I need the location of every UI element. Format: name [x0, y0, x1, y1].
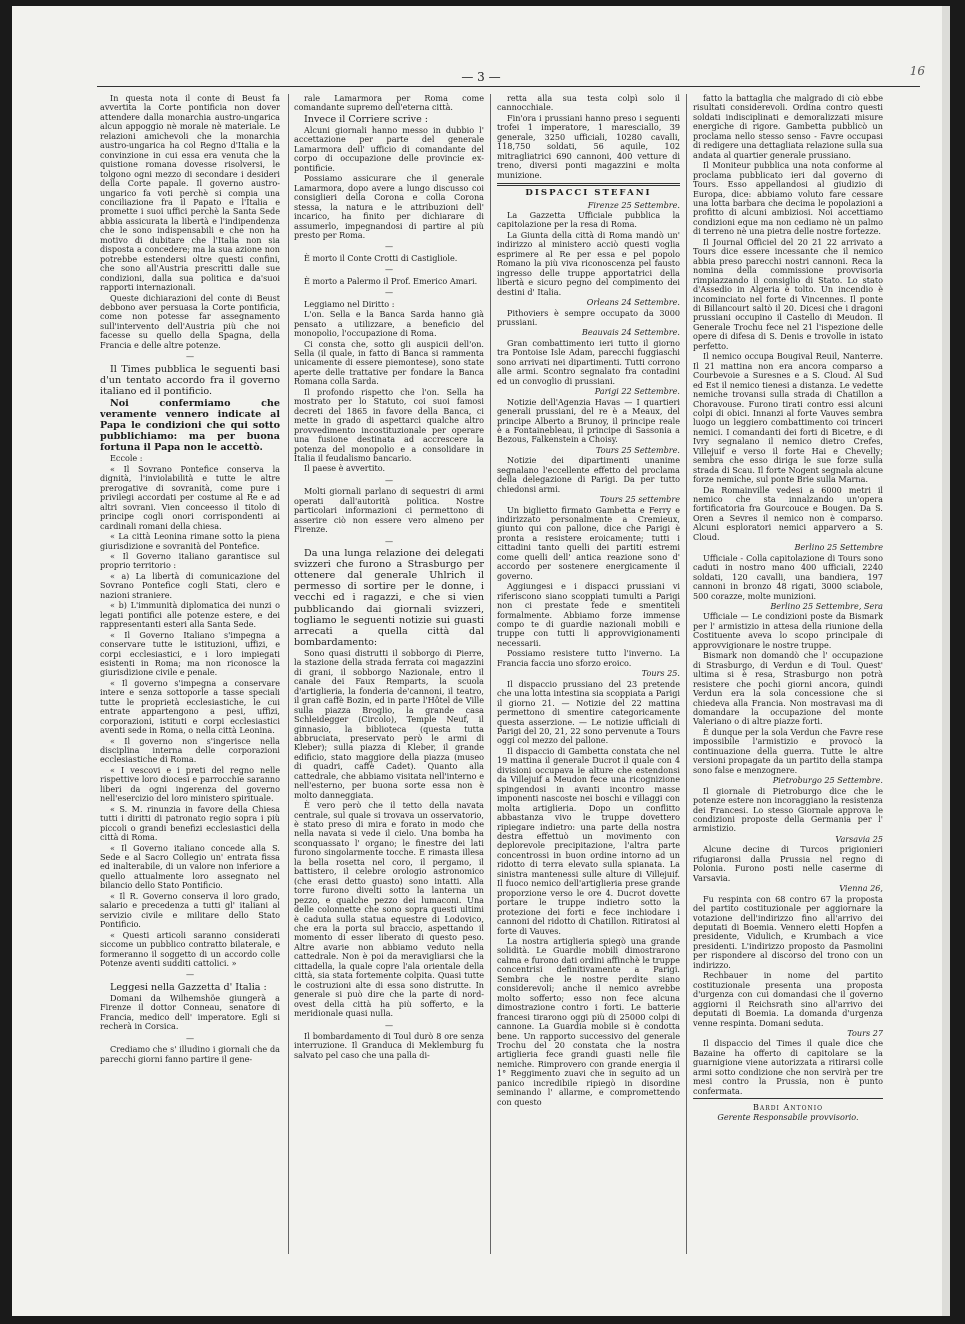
- column-3: [497, 94, 680, 1254]
- paragraph: Pithoviers è sempre occupato da 3000 prussiani.: [497, 307, 680, 327]
- page-number: — 3 —: [461, 70, 501, 84]
- paragraph: In questa nota il conte di Beust fa avvertita la Corte pontificia non dover attendere dalla monarchia austro-ungarica alcun appoggio nè morale nè materiale. Le relazioni amichevoli che la monarchia austro-ungarica ha col Regno d'Italia e la convinzione in cui essa era venuta che la quistione romana dovesse risolversi, le tolgono ogni mezzo di secondare i desideri della Corte papale. Il governo austro-ungarico fa voti perchè si compia una conciliazione fra il Papato e l'Italia e promette i suoi uffici perchè la Santa Sede abbia assicurata la libertà e l'indipendenza che le sono indispensabili e che non ha motivo di dubitare che l'Italia non sia disposta a concedere; ma la sua azione non potrebbe estendersi oltre questi confini, che sono all'Austria prescritti dalle sue condizioni, dalla sua politica e da'suoi rapporti internazionali.: [100, 94, 280, 293]
- separator: —: [384, 287, 394, 298]
- paragraph: « a) La libertà di comunicazione del Sovrano Pontefice cogli Stati, clero e nazioni straniere.: [100, 570, 280, 600]
- paragraph: « Il Sovrano Pontefice conserva la dignità, l'inviolabilità e tutte le altre prerogative di sovranità, come pure i privilegi accordati per costume al Re e ad altri sovrani. Vien conceesso il titolo di principe cogli onori corrispondenti ai cardinali romani della chiesa.: [100, 463, 280, 531]
- paragraph: Gran combattimento ieri tutto il giorno tra Pontoise Isle Adam, parecchi fuggiaschi sono arrivati nei dipartimenti. Tutti corrono alle armi. Scontro segnalato fra contadini ed un convoglio di prussiani.: [497, 337, 680, 386]
- paragraph: Il paese è avvertito.: [304, 463, 386, 474]
- dateline: Tours 25.: [641, 668, 680, 679]
- separator: —: [185, 1032, 195, 1043]
- dateline: Tours 25 Settembre.: [595, 444, 680, 455]
- archive-folio-mark: 16: [909, 64, 925, 78]
- separator: —: [384, 474, 394, 485]
- paragraph: Un biglietto firmato Gambetta e Ferry e indirizzato personalmente a Cremieux, giunto qui con pallone, dice che Parigi è pronta a resistere eroicamente; tutti i cittadini tanto quelli dei partiti estremi come quelli dell' antica reazione sono d' accordo per sostenere energicamente il governo.: [497, 504, 680, 581]
- column-1: [100, 94, 280, 1254]
- dateline: Tours 25 settembre: [599, 494, 680, 505]
- paragraph: Il dispaccio prussiano del 23 pretende che una lotta intestina sia scoppiata a Parigi il giorno 21. — Notizie del 22 mattina permettono di smentire categoricamente questa asserzione. — Le notizie ufficiali di Parigi del 20, 21, 22 sono pervenute a Tours oggi col mezzo del pallone.: [497, 678, 680, 746]
- paragraph: rale Lamarmora per Roma come comandante supremo dell'eterna città.: [294, 94, 484, 113]
- newspaper-page: [12, 6, 950, 1316]
- separator: —: [185, 969, 195, 980]
- paragraph: « S. M. rinunzia in favore della Chiesa tutti i diritti di patronato regio sopra i più piccoli o grandi benefizi ecclesiastici della città di Roma.: [100, 803, 280, 843]
- paragraph: È vero però che il tetto della navata centrale, sul quale si trovava un osservatorio, è stato preso di mira e forato in modo che nella navata si vede il cielo. Una bomba ha sconquassato l' organo; le finestre dei lati furono singolarmente tocche. È rimasta illesa la bella rosetta nel coro, il pergamo, il battistero, il celebre orologio astronomico (che erasi detto guasto) sono intatti. Alla torre furono divelti sotto la lanterna un pezzo, e qualche pezzo dei lumaconi. Una delle colonnette che sono sopra questi ultimi è caduta sulla statua equestre di Lodovico, che era la porta sul braccio, aspettando il momento di esser liberato di questo peso. Altre avarie non abbiamo veduto nella cattedrale. Non è poi da meravigliarsi che la cittadella, la quale copre l'ala orientale della città, sia stata fortemente colpita. Quasi tutte le costruzioni alte di essa sono distrutte. In generale si può dire che la parte di nord-ovest della città ha più sofferto, e la meridionale quasi nulla.: [294, 800, 484, 1019]
- dateline: Varsavia 25: [835, 833, 883, 844]
- paragraph: La nostra artiglieria spiegò una grande solidità. Le Guardie mobili dimostrarono calma e furono dati ordini affinchè le truppe concentrisi definitivamente a Parigi. Sembra che le nostre perdite siano considerevoli; anche il nemico avrebbe molto sofferto; esso non fece alcuna dimostrazione contro i forti. Le batterie francesi tirarono oggi più di 25000 colpi di cannone. La Guardia mobile si è condotta bene. Un rapporto successivo del generale Trochu del 20 constata che la nostra artiglieria fece grandi guasti nelle file nemiche. Rimprovero con grande energia il 1° Reggimento zuavi che in seguito ad un panico incredibile ripiegò in disordine seminando l' allarme, e compromettendo con questo: [497, 935, 680, 1107]
- paragraph: Il dispaccio del Times il quale dice che Bazaine ha offerto di capitolare se la guarnigione viene autorizzata a ritirarsi colle armi sotto condizione che non servirà per tre mesi contro la Prussia, non è punto confermata.: [693, 1038, 883, 1096]
- dateline: Firenze 25 Settembre.: [587, 199, 680, 210]
- dateline: Berlino 25 Settembre, Sera: [770, 601, 883, 612]
- paragraph: « Il governo non s'ingerisce nella disciplina interna delle corporazioni ecclesiastiche di Roma.: [100, 735, 280, 765]
- paragraph: Notizie dei dipartimenti unanime segnalano l'eccellente effetto del proclama della delegazione di Parigi. Da per tutto chiedonsi armi.: [497, 455, 680, 494]
- paragraph: Molti giornali parlano di sequestri di armi operati dall'autorità politica. Nostre particolari informazioni ci permettono di asserire ciò non essere vero almeno per Firenze.: [294, 486, 484, 535]
- paragraph: L'on. Sella e la Banca Sarda hanno già pensato a utilizzare, a beneficio del monopolio, l'occupazione di Roma.: [294, 309, 484, 339]
- paragraph: Il dispaccio di Gambetta constata che nel 19 mattina il generale Ducrot il quale con 4 divisioni occupava le alture che estendonsi da Villejuif a Meudon fece una ricognizione spingendosi in avanti incontro masse imponenti nascoste nei boschi e villaggi con molta artiglieria. Dopo un conflitto abbastanza vivo le truppe dovettero ripiegare indietro: una parte della nostra destra effettuò un movimento con deplorevole precipitazione, l'altra parte concentrossi in buon ordine intorno ad un ridotto di terra elevato sulla spianata. La sinistra mantenessi sulle alture di Villejuif. Il fuoco nemico dell'artiglieria prese grande proporzione verso le ore 4. Ducrot dovette portare le truppe indietro sotto la protezione dei forti e fece inchiodare i cannoni del ridotto di Chatillon. Ritiratosi al forte di Vauves.: [497, 745, 680, 936]
- paragraph: « Questi articoli saranno considerati siccome un pubblico contratto bilaterale, e formeranno il soggetto di un accordo colle Potenze aventi sudditi cattolici. »: [100, 929, 280, 968]
- paragraph: Fin'ora i prussiani hanno preso i seguenti trofei 1 imperatore, 1 maresciallo, 39 generale, 3250 ufficiali, 10280 cavalli, 118,750 soldati, 56 aquile, 102 mitragliatrici 690 cannoni, 400 vetture di treno, diversi ponti magazzini e molta munizione.: [497, 112, 680, 180]
- paragraph: Ufficiale - Colla capitolazione di Tours sono caduti in nostro mano 400 ufficiali, 2240 soldati, 120 cavalli, una bandiera, 197 cannoni in bronzo 48 rigati, 3000 sciabole, 500 corazze, molte munizioni.: [693, 552, 883, 601]
- paragraph-strasburgo: Da una lunga relazione dei delegati svizzeri che furono a Strasburgo per ottenere dal generale Uhlrich il permesso di sortire per le donne, i vecchi ed i ragazzi, e che si vien pubblicando dai giornali svizzeri, togliamo le seguenti notizie sui guasti arrecati a quella città dal bombardamento:: [294, 548, 484, 648]
- paragraph: La Giunta della città di Roma mandò un' indirizzo al ministero acciò questi voglia esprimere al Re per essa e pel popolo Romano la più viva riconoscenza pel fausto ingresso delle truppe apportatrici della libertà e sicuro pegno del compimento dei destini d' Italia.: [497, 229, 680, 297]
- paragraph: Il Journal Officiel del 20 21 22 arrivato a Tours dice essere incessante che il nemico abbia preso parecchi nostri cannoni. Reca la nomina della commissione provvisoria rimpiazzando il consiglio di Stato. Lo stato d'Assedio in Algeria è tolto. Un incendio è incominciato nel forte di Vincennes. Il ponte di Billancourt saltò il 20. Dicesi che i dragoni prussiani occupino il Castello di Meudon. Il Generale Trochu fece nel 21 l'ispezione delle opere di difesa di S. Denis e trovolle in istato perfetto.: [693, 236, 883, 351]
- paragraph: « Il governo s'impegna a conservare intere e senza sottoporle a tasse speciali tutte le proprietà ecclesiastiche, le cui entrate appartengono a pesi, uffizi, corporazioni, istituti e corpi ecclesiastici aventi sede in Roma, o nella città Leonina.: [100, 677, 280, 736]
- paragraph: Crediamo che s' illudino i giornali che da parecchi giorni fanno partire il gene-: [100, 1044, 280, 1064]
- section-heading: Leggesi nella Gazzetta d' Italia :: [110, 981, 267, 993]
- section-rule: [497, 183, 680, 186]
- paragraph: « Il Governo italiano garantisce sul proprio territorio :: [100, 550, 280, 571]
- paragraph: Ufficiale — Le condizioni poste da Bismark per l' armistizio in attesa della riunione della Costituente aveva lo scopo principale di approvvigionare le nostre truppe.: [693, 611, 883, 650]
- paragraph: La Gazzetta Ufficiale pubblica la capitolazione per la resa di Roma.: [497, 209, 680, 230]
- paragraph: Possiamo resistere tutto l'inverno. La Francia faccia uno sforzo eroico.: [497, 648, 680, 668]
- paragraph: Ci consta che, sotto gli auspicii dell'on. Sella (il quale, in fatto di Banca si rammenta unicamente di essere piemontese), sono state aperte delle trattative per fondare la Banca Romana colla Sarda.: [294, 338, 484, 387]
- paragraph: Da Romainville vedesi a 6000 metri il nemico che sta innalzando un'opera fortificatoria fra Gourcouce e Bougen. Da S. Oren a Sevres il nemico non è comparso. Alcuni esploratori nemici apparvero a S. Cloud.: [693, 484, 883, 542]
- paragraph: Il nemico occupa Bougival Reuil, Nanterre. Il 21 mattina non era ancora comparso a Courbevoie a Suresnes e a S. Cloud. Al Sud ed Est il nemico tienesi a distanza. Le vedette nemiche trovansi sulla strada di Chatillon a Choravouse. Furono tirati contro essi alcuni colpi di obici. Innanzi al forte Vauves sembra luogo un leggiero combattimento coi trinceri nemici. I comandanti dei forti di Bicetre, e di Ivry segnalano il nemico dietro Crefes, Villejuif e verso il forte Hai e Chevelly; sembra che esso diriga le sue forze sulla strada di Scau. Il forte Nogent segnala alcune forze nemiche, sul ponte Brie sulla Marna.: [693, 351, 883, 485]
- separator: —: [384, 1019, 394, 1030]
- paragraph: Il profondo rispetto che l'on. Sella ha mostrato per lo Statuto, coi suoi famosi decreti del 1865 in favore della Banca, ci mette in grado di aspettarci qualche altro provvedimento incostituzionale per operare una fusione destinata ad accrescere la potenza del monopolio e a consolidare in Italia il feudalismo bancario.: [294, 386, 484, 463]
- paragraph: Alcune decine di Turcos prigionieri rifugiaronsi dalla Prussia nel regno di Polonia. Furono posti nelle caserme di Varsavia.: [693, 844, 883, 883]
- paragraph: È morto il Conte Crotti di Castigliole.: [304, 252, 458, 263]
- paragraph: Eccole :: [110, 453, 143, 464]
- signature-block: [693, 1103, 883, 1122]
- separator: —: [384, 535, 394, 546]
- paragraph: Aggiungesi e i dispacci prussiani vi riferiscono siano scoppiati tumulti a Parigi non ci prestate fede e smentiteli formalmente. Abbiamo forze immense compo te di guardie nazionali mobili e truppe con tutti li approvvigionamenti necessarii.: [497, 581, 680, 648]
- paragraph: Possiamo assicurare che il generale Lamarmora, dopo avere a lungo discusso coi consiglieri della Corona e colla Corona stessa, la natura e le attribuzioni dell' incarico, ha finito per dichiarare di assumerlo, impegnandosi di partire al più presto per Roma.: [294, 173, 484, 240]
- paragraph: Alcuni giornali hanno messo in dubbio l' accettazione per parte del generale Lamarmora dell' ufficio di comandante del corpo di occupazione delle provincie ex-pontificie.: [294, 125, 484, 173]
- dateline: Beauvais 24 Settembre.: [581, 327, 680, 338]
- paragraph: Leggiamo nel Diritto :: [304, 298, 395, 309]
- dateline: Parigi 22 Settembre.: [594, 386, 680, 397]
- paragraph: « Il Governo Italiano s'impegna a conservare tutte le istituzioni, uffizi, e corpi ecclesiastici, e i loro impiegati esistenti in Roma; ma non riconosce la giurisdizione civile e penale.: [100, 629, 280, 678]
- paragraph: È dunque per la sola Verdun che Favre rese impossibile l'armistizio e provocò la continuazione della guerra. Tutte le altre versioni propagate da un partito della stampa sono false e menzognere.: [693, 726, 883, 775]
- paragraph: « La città Leonina rimane sotto la piena giurisdizione e sovranità del Pontefice.: [100, 531, 280, 551]
- page-edge-shadow: [942, 6, 950, 1316]
- paragraph: Queste dichiarazioni del conte di Beust debbono aver persuasa la Corte pontificia, come non potesse far assegnamento sull'intervento dell'Austria più che noi facesse su quello della Spagna, della Francia e delle altre potenze.: [100, 292, 280, 350]
- dateline: Tours 27: [847, 1027, 883, 1038]
- dateline: Vienna 26,: [839, 883, 883, 894]
- dateline: Berlino 25 Settembre: [794, 542, 883, 553]
- dateline: Pietroburgo 25 Settembre.: [772, 775, 883, 786]
- paragraph: « Il R. Governo conserva il loro grado, salario e precedenza a tutti gl' italiani al servizio civile e militare dello Stato Pontificio.: [100, 890, 280, 930]
- separator: —: [384, 264, 394, 275]
- separator: —: [384, 241, 394, 252]
- paragraph: Sono quasi distrutti il sobborgo di Pierre, la stazione della strada ferrata coi magazzini di grani, il sobborgo Nazionale, entro il canale dei Faux Remparts, la scuola d'artiglieria, la fonderia de'cannoni, il teatro, il gran caffè Bozin, ed in parte l'Hôtel de Ville sulla piazza Broglio, la grande casa Schleidegger (Circolo), Temple Neuf, il ginnasio, la biblioteca (questa tutta abbruciata, preservato però le armi di Kleber); sulla piazza di Kleber, il grande edificio, stato maggiore della piazza (museo di quadri, caffè Cadet). Quanto alla cattedrale, che abbiamo visitata nell'interno e nell'esterno, per buona sorte essa non è molto danneggiata.: [294, 647, 484, 800]
- paragraph: Rechbauer in nome del partito costituzionale presenta una proposta d'urgenza con cui domandasi che il governo aggiorni il Reichsrath sino all'arrivo dei deputati di Boemia. La domanda d'urgenza venne respinta. Domani seduta.: [693, 970, 883, 1028]
- paragraph: fatto la battaglia che malgrado di ciò ebbe risultati considerevoli. Ordina contro questi soldati indisciplinati e demoralizzati misure energiche di rigore. Gambetta pubblicò un proclama nello stesso senso - Favre occupasi di redigere una dettagliata relazione sulla sua andata al quartier generale prussiano.: [693, 94, 883, 160]
- column-4: [693, 94, 883, 1254]
- paragraph: Il bombardamento di Toul durò 8 ore senza interruzione. Il Granduca di Meklemburg fu salvato pel caso che una palla di-: [294, 1031, 484, 1060]
- column-divider: [288, 94, 289, 1254]
- editor-role: Gerente Responsabile provvisorio.: [717, 1111, 859, 1122]
- paragraph: retta alla sua testa colpì solo il cannocchiale.: [497, 94, 680, 113]
- header-rule: [97, 86, 920, 87]
- paragraph: Il Moniteur pubblica una nota conforme al proclama pubblicato ieri dal governo di Tours. Esso appellandosi al giudizio di Europa, dice: abbiamo voluto fare cessare una lotta barbara che decima le popolazioni a profitto di alcuni ambiziosi. Noi accettiamo condizioni eque ma non cediamo nè un palmo di terreno nè una pietra delle nostre fortezze.: [693, 160, 883, 237]
- paragraph: Il giornale di Pietroburgo dice che le potenze estere non incoraggiano la resistenza dei Francesi. Lo stesso Giornale approva le condizioni proposte della Germania per l' armistizio.: [693, 785, 883, 834]
- dateline: Orleans 24 Settembre.: [586, 297, 680, 308]
- section-title: DISPACCI STEFANI: [525, 188, 652, 199]
- paragraph-confirm: Noi confermiamo che veramente vennero indicate al Papa le condizioni che qui sotto pubblichiamo: ma per buona fortuna il Papa non le accettò.: [100, 397, 280, 454]
- signature-rule: [693, 1098, 883, 1099]
- section-heading: Invece il Corriere scrive :: [304, 113, 429, 125]
- paragraph: È morto a Palermo il Prof. Emerico Amari.: [304, 275, 478, 286]
- paragraph: Domani da Wilhemshöe giungerà a Firenze il dottor Conneau, senatore di Francia, medico dell' imperatore. Egli si recherà in Corsica.: [100, 993, 280, 1032]
- paragraph: « I vescovi e i preti del regno nelle rispettive loro diocesi e parrocchie saranno liberi da ogni ingerenza del governo nell'esercizio del loro ministero spirituale.: [100, 764, 280, 804]
- paragraph: « b) L'immunità diplomatica dei nunzi o legati pontifici alle potenze estere, e dei rappresentanti esteri alla Santa Sede.: [100, 600, 280, 630]
- paragraph: Fu respinta con 68 contro 67 la proposta del partito costituzionale per aggiornare la votazione dell'indirizzo fino all'arrivo dei deputati di Boemia. Vennero eletti Hopfen a presidente, Vidulich, e Krumbach a vice presidenti. L'indirizzo proposto da Pasmolini per rispondere al discorso del trono con un indirizzo.: [693, 893, 883, 970]
- column-divider: [490, 94, 491, 1254]
- separator: —: [185, 351, 195, 362]
- column-2: [294, 94, 484, 1254]
- paragraph-times: Il Times pubblica le seguenti basi d'un tentato accordo fra il governo italiano ed il pontificio.: [100, 363, 280, 397]
- paragraph: « Il Governo italiano concede alla S. Sede e al Sacro Collegio un' entrata fissa ed inalterabile, di un valore non inferiore a quello attualmente loro assegnato nel bilancio dello Stato Pontificio.: [100, 842, 280, 891]
- paragraph: Bismark non domandò che l' occupazione di Strasburgo, di Verdun e di Toul. Quest' ultima si è resa, Strasburgo non potrà resistere che pochi giorni ancora, quindi Verdun era la sola concessione che si chiedeva alla Francia. Non mostravasi ma di domandare la occupazione del monte Valeriano o di altre piazze forti.: [693, 650, 883, 727]
- paragraph: Notizie dell'Agenzia Havas — I quartieri generali prussiani, del re è a Meaux, del principe Alberto a Brunoy, il principe reale è a Fontainebleau, il principe di Sassonia a Bezous, Falkenstein a Choisy.: [497, 396, 680, 445]
- editor-name: Bardi Antonio: [752, 1102, 824, 1113]
- column-divider: [686, 94, 687, 1254]
